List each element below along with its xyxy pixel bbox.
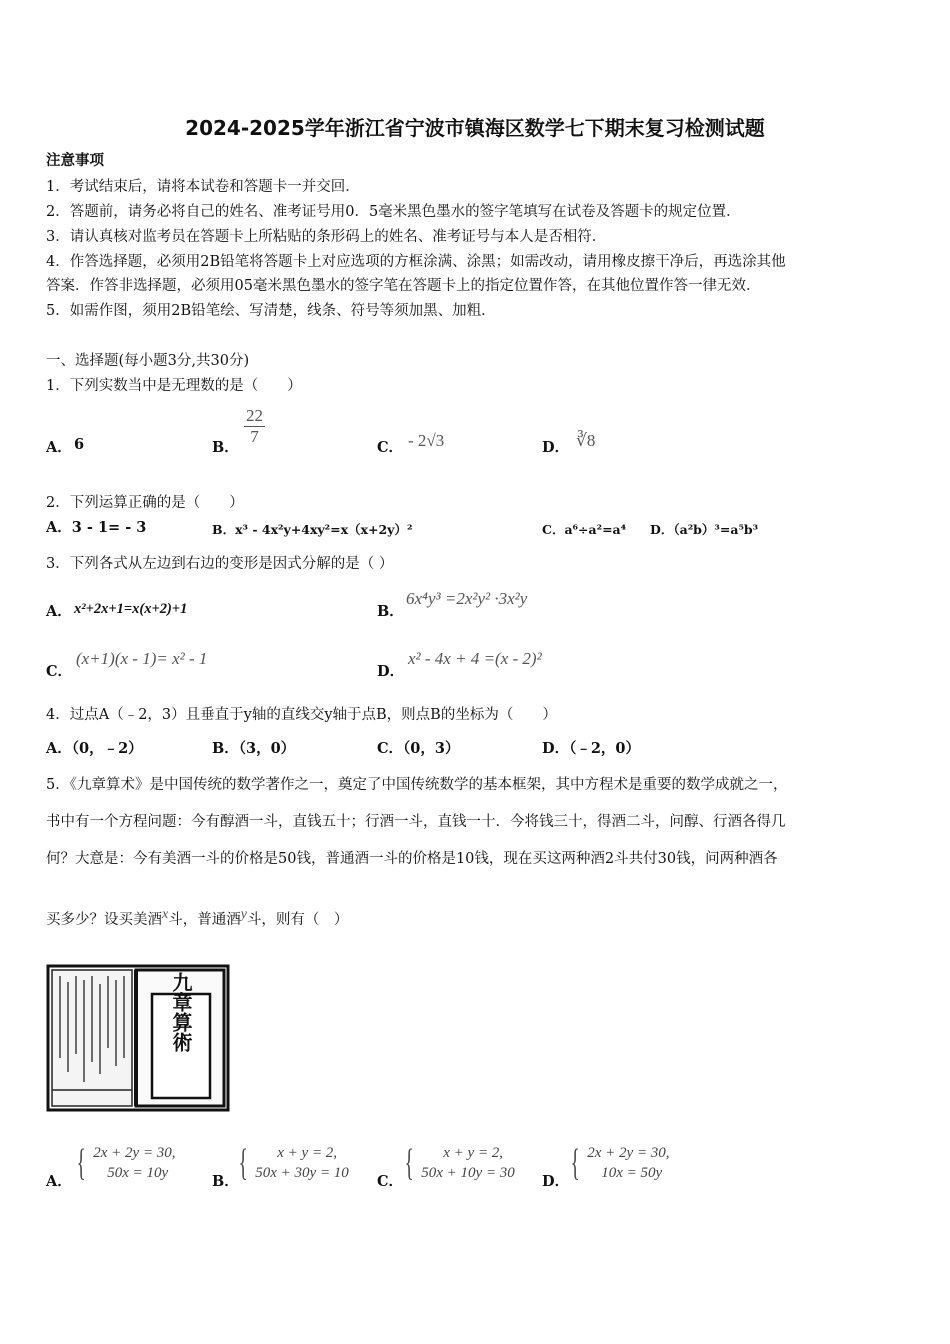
equation-1: 2x + 2y = 30, [587, 1145, 670, 1161]
option-label: C． [377, 1173, 404, 1190]
option-label: C． [46, 663, 73, 680]
option-b: B．（3，0） [212, 740, 296, 757]
equation-1: 2x + 2y = 30, [93, 1145, 176, 1161]
option-d-value: ∛8 [576, 431, 596, 450]
option-c: C．a⁶÷a²=a⁴ [542, 522, 627, 537]
option-d: D．（﹣2，0） [542, 740, 641, 757]
option-label: A． [46, 1173, 72, 1190]
option-label: A． [46, 439, 72, 456]
equation-1: x + y = 2, [443, 1145, 504, 1161]
option-c-system: { x + y = 2, 50x + 10y = 30 [404, 1142, 515, 1184]
notice-item: 4．作答选择题，必须用2B铅笔将答题卡上对应选项的方框涂满、涂黑；如需改动，请用橡皮擦干净后，再选涂其他 [46, 254, 786, 270]
notice-item: 2．答题前，请务必将自己的姓名、准考证号用0．5毫米黑色墨水的签字笔填写在试卷及答题卡的规定位置． [46, 204, 741, 220]
option-c-value: (x+1)(x - 1)= x² - 1 [76, 649, 208, 668]
option-label: B． [212, 1173, 239, 1190]
equation-2: 50x + 10y = 30 [421, 1165, 515, 1181]
equation-1: x + y = 2, [277, 1145, 338, 1161]
option-a: A．3 - 1= - 3 [46, 519, 147, 536]
option-d-value: x² - 4x + 4 =(x - 2)² [408, 649, 542, 668]
question-stem: 4．过点A（﹣2，3）且垂直于y轴的直线交y轴于点B，则点B的坐标为（ ） [46, 707, 557, 723]
notice-item: 答案．作答非选择题，必须用05毫米黑色墨水的签字笔在答题卡上的指定位置作答，在其他位置作答一律无效． [46, 278, 761, 294]
option-label: D． [542, 1173, 570, 1190]
option-a: A．（0，﹣2） [46, 740, 143, 757]
variable-x: x [162, 907, 169, 922]
fraction-numerator: 22 [246, 406, 263, 425]
book-image [46, 962, 232, 1114]
question-stem-line [46, 907, 349, 930]
fraction-denominator: 7 [250, 427, 259, 446]
stem-text: 斗，则有（ ） [246, 912, 349, 928]
section-heading: 一、选择题(每小题3分,共30分) [46, 353, 250, 369]
option-c-value: - 2√3 [408, 431, 445, 450]
book-cover-title: 九章算術 [169, 972, 193, 1052]
equation-2: 10x = 50y [601, 1165, 663, 1181]
notice-item: 5．如需作图，须用2B铅笔绘、写清楚，线条、符号等须加黑、加粗． [46, 303, 496, 319]
option-a-system: { 2x + 2y = 30, 50x = 10y [76, 1142, 176, 1184]
page-title: 2024-2025学年浙江省宁波市镇海区数学七下期末复习检测试题 [185, 116, 765, 140]
option-b-value: 6x⁴y³ =2x²y² ·3x²y [406, 589, 528, 608]
question-stem: 2．下列运算正确的是（ ） [46, 495, 244, 511]
question-stem-line: 书中有一个方程问题：今有醇酒一斗，直钱五十；行酒一斗，直钱一十．今将钱三十，得酒二斗，问醇、行酒各得几 [46, 814, 786, 830]
notice-item: 1．考试结束后，请将本试卷和答题卡一并交回． [46, 179, 360, 195]
option-label: D． [377, 663, 405, 680]
option-b-system: { x + y = 2, 50x + 30y = 10 [238, 1142, 349, 1184]
variable-y: y [240, 907, 247, 922]
equation-2: 50x + 30y = 10 [255, 1165, 349, 1181]
option-label: B． [377, 603, 404, 620]
option-c: C．（0，3） [377, 740, 460, 757]
question-stem-line: 何？大意是：今有美酒一斗的价格是50钱，普通酒一斗的价格是10钱，现在买这两种酒2斗共付30钱，问两种酒各 [46, 851, 778, 867]
option-b-fraction [244, 406, 265, 447]
option-d-system: { 2x + 2y = 30, 10x = 50y [570, 1142, 670, 1184]
option-label: A． [46, 603, 72, 620]
notice-item: 3．请认真核对监考员在答题卡上所粘贴的条形码上的姓名、准考证号与本人是否相符． [46, 229, 607, 245]
book-illustration [46, 962, 232, 1114]
equation-2: 50x = 10y [107, 1165, 169, 1181]
option-b: B．x³ - 4x²y+4xy²=x（x+2y）² [212, 522, 413, 537]
option-label: D． [542, 439, 570, 456]
question-stem: 3．下列各式从左边到右边的变形是因式分解的是（ ） [46, 556, 394, 572]
stem-text: 买多少？设买美酒 [46, 912, 162, 928]
stem-text: 斗，普通酒 [168, 912, 241, 928]
option-d: D．（a²b）³=a⁵b³ [650, 522, 759, 537]
question-stem-line: 5．《九章算术》是中国传统的数学著作之一，奠定了中国传统数学的基本框架，其中方程术是重要的数学成就之一， [46, 777, 788, 793]
notice-heading: 注意事项 [46, 152, 104, 169]
option-label: C． [377, 439, 404, 456]
option-a-value: x²+2x+1=x(x+2)+1 [74, 601, 188, 617]
question-stem: 1．下列实数当中是无理数的是（ ） [46, 378, 302, 394]
option-label: B． [212, 439, 239, 456]
option-a-value: 6 [74, 436, 85, 453]
